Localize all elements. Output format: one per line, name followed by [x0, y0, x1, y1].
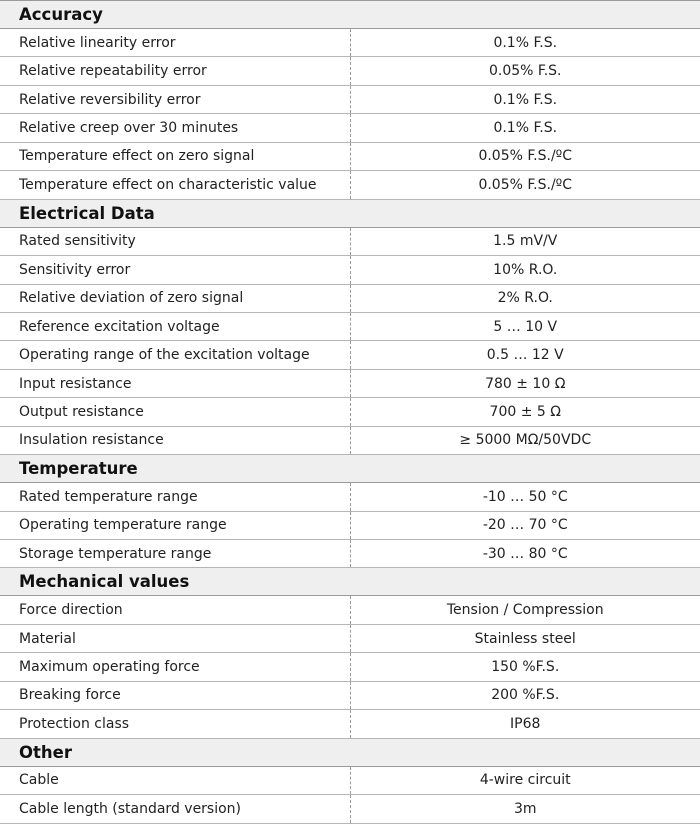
table-row: [0, 710, 700, 738]
table-row: [0, 398, 700, 426]
parameter-value: 0.05% F.S.: [350, 57, 700, 85]
parameter-label: Rated temperature range: [0, 483, 350, 511]
parameter-value: 0.05% F.S./ºC: [350, 142, 700, 170]
table-row: [0, 483, 700, 511]
parameter-value: Tension / Compression: [350, 596, 700, 624]
parameter-label: Force direction: [0, 596, 350, 624]
parameter-value: 2% R.O.: [350, 284, 700, 312]
parameter-label: Maximum operating force: [0, 653, 350, 681]
parameter-value: ≥ 5000 MΩ/50VDC: [350, 426, 700, 454]
parameter-label: Output resistance: [0, 398, 350, 426]
parameter-label: Relative reversibility error: [0, 85, 350, 113]
parameter-label: Sensitivity error: [0, 256, 350, 284]
table-row: [0, 142, 700, 170]
parameter-label: Temperature effect on zero signal: [0, 142, 350, 170]
parameter-label: Operating temperature range: [0, 511, 350, 539]
parameter-value: 1.5 mV/V: [350, 227, 700, 255]
parameter-value: -20 … 70 °C: [350, 511, 700, 539]
table-row: [0, 85, 700, 113]
parameter-value: 10% R.O.: [350, 256, 700, 284]
parameter-label: Breaking force: [0, 681, 350, 709]
table-row: [0, 369, 700, 397]
section-title: Accuracy: [0, 1, 700, 29]
parameter-value: 0.5 … 12 V: [350, 341, 700, 369]
parameter-label: Relative repeatability error: [0, 57, 350, 85]
section-title: Temperature: [0, 455, 700, 483]
parameter-value: 3m: [350, 795, 700, 823]
table-row: [0, 795, 700, 823]
parameter-value: -30 … 80 °C: [350, 540, 700, 568]
parameter-label: Relative linearity error: [0, 29, 350, 57]
table-row: [0, 596, 700, 624]
parameter-value: 200 %F.S.: [350, 681, 700, 709]
parameter-label: Input resistance: [0, 369, 350, 397]
table-row: [0, 511, 700, 539]
table-row: [0, 284, 700, 312]
specifications-table-body: [0, 1, 700, 824]
section-header: [0, 455, 700, 483]
parameter-value: 0.1% F.S.: [350, 29, 700, 57]
parameter-label: Relative creep over 30 minutes: [0, 114, 350, 142]
table-row: [0, 653, 700, 681]
parameter-value: 5 … 10 V: [350, 312, 700, 340]
table-row: [0, 29, 700, 57]
parameter-label: Material: [0, 624, 350, 652]
parameter-value: 780 ± 10 Ω: [350, 369, 700, 397]
parameter-label: Relative deviation of zero signal: [0, 284, 350, 312]
table-row: [0, 57, 700, 85]
parameter-label: Cable length (standard version): [0, 795, 350, 823]
parameter-value: 0.05% F.S./ºC: [350, 171, 700, 199]
parameter-value: 700 ± 5 Ω: [350, 398, 700, 426]
parameter-label: Insulation resistance: [0, 426, 350, 454]
parameter-label: Reference excitation voltage: [0, 312, 350, 340]
section-title: Mechanical values: [0, 568, 700, 596]
section-title: Other: [0, 738, 700, 766]
parameter-label: Rated sensitivity: [0, 227, 350, 255]
parameter-value: 150 %F.S.: [350, 653, 700, 681]
table-row: [0, 227, 700, 255]
table-row: [0, 171, 700, 199]
parameter-label: Cable: [0, 766, 350, 794]
parameter-value: IP68: [350, 710, 700, 738]
table-row: [0, 540, 700, 568]
table-row: [0, 341, 700, 369]
table-row: [0, 426, 700, 454]
table-row: [0, 256, 700, 284]
parameter-label: Operating range of the excitation voltage: [0, 341, 350, 369]
table-row: [0, 312, 700, 340]
parameter-value: -10 … 50 °C: [350, 483, 700, 511]
section-title: Electrical Data: [0, 199, 700, 227]
table-row: [0, 681, 700, 709]
section-header: [0, 199, 700, 227]
table-row: [0, 624, 700, 652]
table-row: [0, 766, 700, 794]
parameter-label: Temperature effect on characteristic value: [0, 171, 350, 199]
section-header: [0, 1, 700, 29]
parameter-value: 4-wire circuit: [350, 766, 700, 794]
parameter-value: 0.1% F.S.: [350, 114, 700, 142]
parameter-label: Storage temperature range: [0, 540, 350, 568]
parameter-value: 0.1% F.S.: [350, 85, 700, 113]
table-row: [0, 114, 700, 142]
parameter-label: Protection class: [0, 710, 350, 738]
section-header: [0, 738, 700, 766]
section-header: [0, 568, 700, 596]
parameter-value: Stainless steel: [350, 624, 700, 652]
